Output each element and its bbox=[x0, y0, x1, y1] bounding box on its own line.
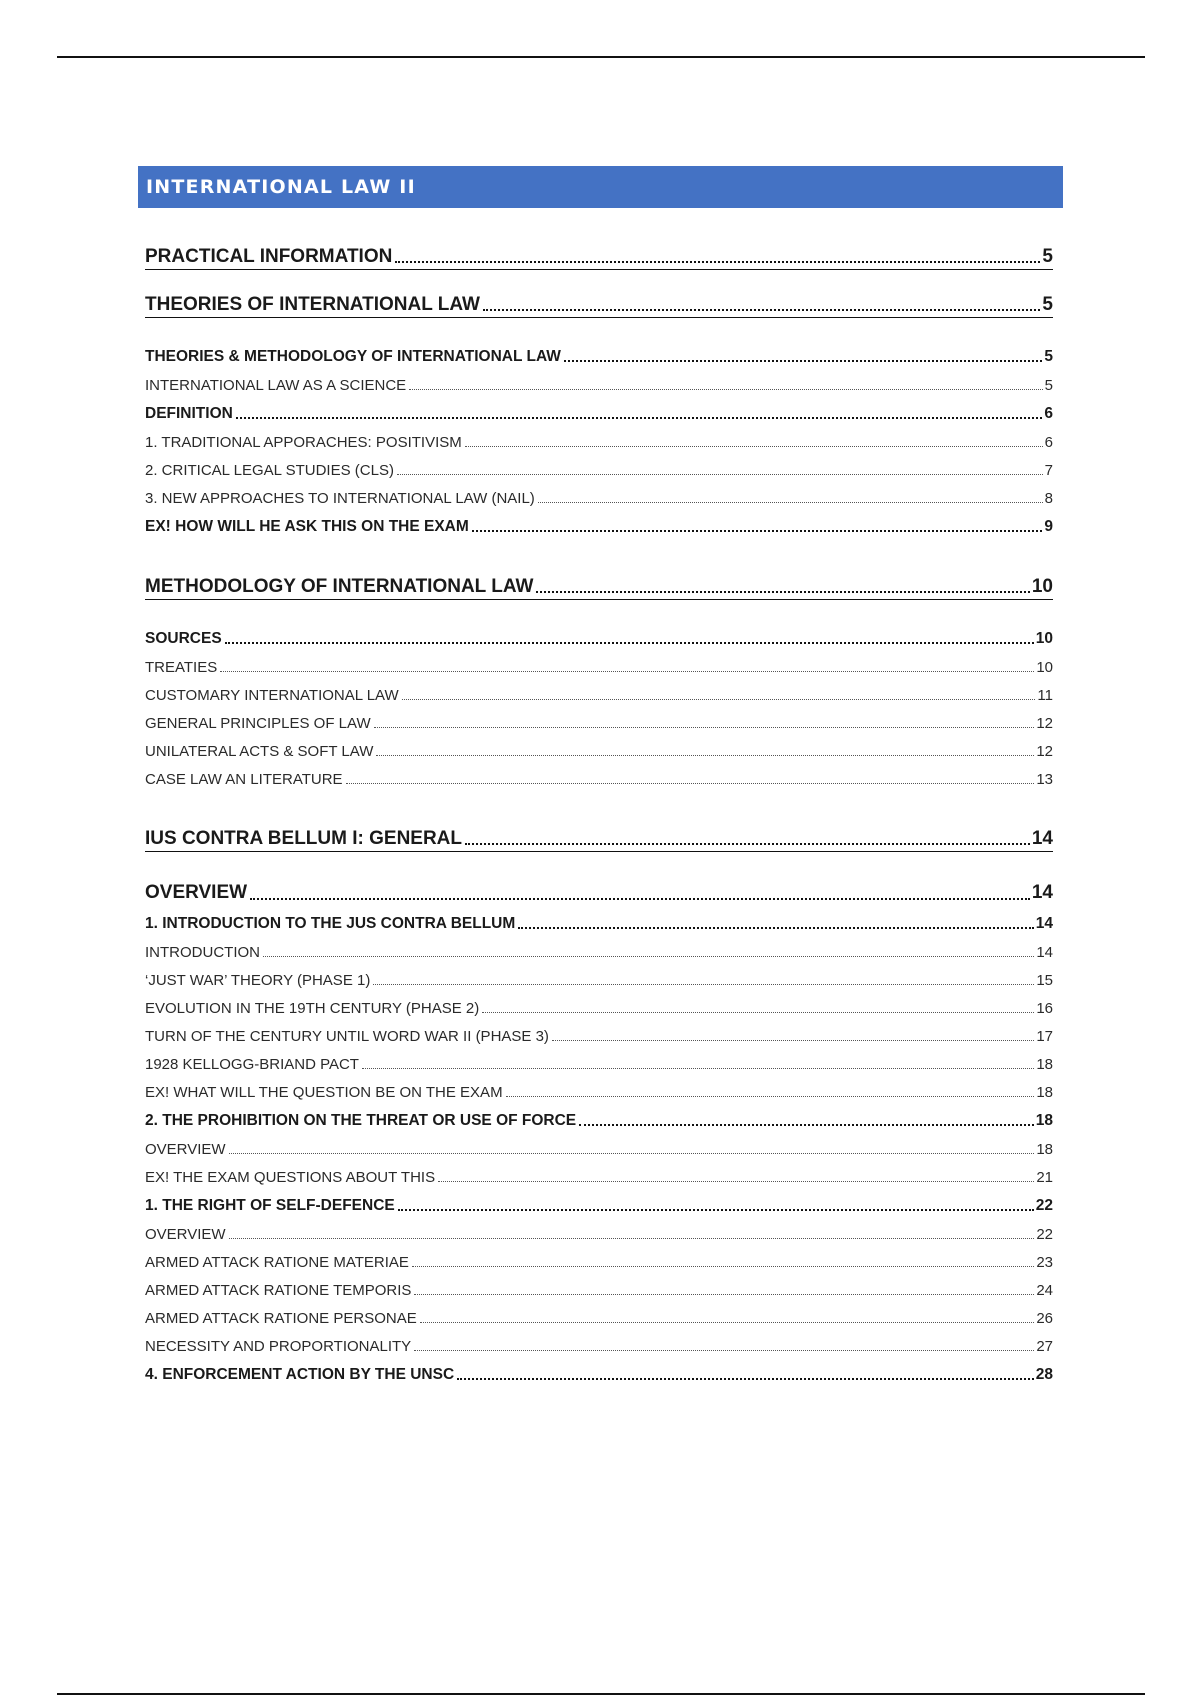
toc-entry-page: 14 bbox=[1035, 915, 1053, 932]
dot-leader bbox=[397, 472, 1043, 475]
toc-entry-page: 10 bbox=[1031, 576, 1053, 597]
toc-entry-label: UNILATERAL ACTS & SOFT LAW bbox=[145, 743, 374, 760]
dot-leader bbox=[457, 1376, 1034, 1380]
toc-entry-label: 4. ENFORCEMENT ACTION BY THE UNSC bbox=[145, 1366, 455, 1383]
toc-entry-page: 6 bbox=[1044, 434, 1053, 451]
toc-entry[interactable] bbox=[145, 1254, 1053, 1271]
toc-entry-page: 26 bbox=[1036, 1310, 1053, 1327]
toc-entry-label: SOURCES bbox=[145, 630, 222, 647]
toc-entry-label: 2. CRITICAL LEGAL STUDIES (CLS) bbox=[145, 462, 394, 479]
toc-entry-page: 12 bbox=[1036, 743, 1053, 760]
toc-entry[interactable] bbox=[145, 828, 1053, 852]
dot-leader bbox=[409, 387, 1042, 390]
dot-leader bbox=[438, 1179, 1034, 1182]
toc-entry-page: 5 bbox=[1042, 246, 1053, 267]
toc-entry-label: METHODOLOGY OF INTERNATIONAL LAW bbox=[145, 576, 534, 597]
toc-entry-label: NECESSITY AND PROPORTIONALITY bbox=[145, 1338, 412, 1355]
toc-entry[interactable] bbox=[145, 1226, 1053, 1243]
dot-leader bbox=[414, 1348, 1034, 1351]
dot-leader bbox=[362, 1066, 1034, 1069]
toc-entry-page: 14 bbox=[1036, 944, 1053, 961]
toc-entry-label: INTERNATIONAL LAW AS A SCIENCE bbox=[145, 377, 407, 394]
toc-entry-page: 23 bbox=[1036, 1254, 1053, 1271]
toc-entry-page: 6 bbox=[1044, 405, 1053, 422]
dot-leader bbox=[236, 415, 1043, 419]
toc-entry-page: 5 bbox=[1042, 294, 1053, 315]
toc-entry[interactable] bbox=[145, 434, 1053, 451]
dot-leader bbox=[538, 500, 1043, 503]
toc-entry-label: 1. INTRODUCTION TO THE JUS CONTRA BELLUM bbox=[145, 915, 516, 932]
toc-entry-label: 1928 KELLOGG-BRIAND PACT bbox=[145, 1056, 359, 1073]
dot-leader bbox=[398, 1207, 1034, 1211]
dot-leader bbox=[536, 589, 1029, 593]
toc-entry[interactable] bbox=[145, 1084, 1053, 1101]
toc-entry-page: 10 bbox=[1035, 630, 1053, 647]
dot-leader bbox=[472, 528, 1043, 532]
dot-leader bbox=[465, 841, 1030, 845]
dot-leader bbox=[483, 307, 1040, 311]
dot-leader bbox=[250, 896, 1030, 900]
header-rule bbox=[57, 56, 1145, 58]
toc-entry-page: 21 bbox=[1036, 1169, 1053, 1186]
toc-entry[interactable] bbox=[145, 518, 1053, 536]
dot-leader bbox=[263, 954, 1034, 957]
toc-entry-label: EX! THE EXAM QUESTIONS ABOUT THIS bbox=[145, 1169, 436, 1186]
toc-entry-label: 3. NEW APPROACHES TO INTERNATIONAL LAW (NAIL) bbox=[145, 490, 535, 507]
toc-entry-label: EX! WHAT WILL THE QUESTION BE ON THE EXAM bbox=[145, 1084, 503, 1101]
toc-entry-page: 22 bbox=[1035, 1197, 1053, 1214]
dot-leader bbox=[420, 1320, 1035, 1323]
toc-entry-page: 5 bbox=[1044, 377, 1053, 394]
toc-entry[interactable] bbox=[145, 715, 1053, 732]
toc-entry[interactable] bbox=[145, 743, 1053, 760]
toc-entry-page: 9 bbox=[1044, 518, 1053, 535]
toc-entry[interactable] bbox=[145, 1169, 1053, 1186]
toc-entry-label: PRACTICAL INFORMATION bbox=[145, 246, 393, 267]
toc-entry[interactable] bbox=[145, 1056, 1053, 1073]
dot-leader bbox=[225, 640, 1034, 644]
toc-entry[interactable] bbox=[145, 576, 1053, 600]
toc-entry-page: 17 bbox=[1036, 1028, 1053, 1045]
toc-entry-label: ARMED ATTACK RATIONE TEMPORIS bbox=[145, 1282, 412, 1299]
toc-entry-label: ARMED ATTACK RATIONE MATERIAE bbox=[145, 1254, 409, 1271]
toc-entry[interactable] bbox=[145, 882, 1053, 904]
dot-leader bbox=[552, 1038, 1034, 1041]
toc-entry-page: 22 bbox=[1036, 1226, 1053, 1243]
toc-entry[interactable] bbox=[145, 1366, 1053, 1384]
toc-entry-page: 13 bbox=[1036, 771, 1053, 788]
table-of-contents bbox=[145, 230, 1053, 1395]
dot-leader bbox=[465, 444, 1043, 447]
dot-leader bbox=[564, 358, 1042, 362]
toc-entry-label: 2. THE PROHIBITION ON THE THREAT OR USE OF FORCE bbox=[145, 1112, 577, 1129]
toc-entry-label: ‘JUST WAR’ THEORY (PHASE 1) bbox=[145, 972, 371, 989]
dot-leader bbox=[518, 925, 1033, 929]
toc-entry[interactable] bbox=[145, 348, 1053, 366]
toc-entry[interactable] bbox=[145, 246, 1053, 270]
dot-leader bbox=[579, 1122, 1034, 1126]
toc-entry[interactable] bbox=[145, 377, 1053, 394]
toc-entry-page: 18 bbox=[1035, 1112, 1053, 1129]
toc-entry-page: 18 bbox=[1036, 1141, 1053, 1158]
toc-entry[interactable] bbox=[145, 405, 1053, 423]
dot-leader bbox=[376, 753, 1034, 756]
toc-entry-label: THEORIES & METHODOLOGY OF INTERNATIONAL LAW bbox=[145, 348, 561, 365]
toc-entry-label: 1. TRADITIONAL APPORACHES: POSITIVISM bbox=[145, 434, 462, 451]
toc-entry-page: 11 bbox=[1037, 687, 1053, 704]
toc-entry-page: 18 bbox=[1036, 1056, 1053, 1073]
toc-entry[interactable] bbox=[145, 1141, 1053, 1158]
toc-entry-label: GENERAL PRINCIPLES OF LAW bbox=[145, 715, 371, 732]
toc-entry-label: ARMED ATTACK RATIONE PERSONAE bbox=[145, 1310, 417, 1327]
dot-leader bbox=[346, 781, 1035, 784]
toc-entry-page: 24 bbox=[1036, 1282, 1053, 1299]
toc-entry-page: 18 bbox=[1036, 1084, 1053, 1101]
dot-leader bbox=[506, 1094, 1035, 1097]
toc-entry-label: THEORIES OF INTERNATIONAL LAW bbox=[145, 294, 480, 315]
toc-entry-page: 27 bbox=[1036, 1338, 1053, 1355]
toc-entry-label: OVERVIEW bbox=[145, 1141, 226, 1158]
toc-entry[interactable] bbox=[145, 1338, 1053, 1355]
toc-entry-page: 7 bbox=[1044, 462, 1053, 479]
toc-entry-label: CASE LAW AN LITERATURE bbox=[145, 771, 343, 788]
dot-leader bbox=[220, 669, 1034, 672]
document-title: INTERNATIONAL LAW II bbox=[138, 166, 1063, 208]
toc-entry[interactable] bbox=[145, 771, 1053, 788]
footer-rule bbox=[57, 1693, 1145, 1695]
dot-leader bbox=[373, 982, 1034, 985]
toc-entry-page: 15 bbox=[1036, 972, 1053, 989]
toc-entry[interactable] bbox=[145, 687, 1053, 704]
toc-entry-label: OVERVIEW bbox=[145, 882, 248, 903]
toc-entry[interactable] bbox=[145, 1282, 1053, 1299]
toc-entry-page: 16 bbox=[1036, 1000, 1053, 1017]
toc-entry-page: 12 bbox=[1036, 715, 1053, 732]
toc-entry-page: 14 bbox=[1031, 882, 1053, 903]
toc-entry[interactable] bbox=[145, 972, 1053, 989]
toc-entry[interactable] bbox=[145, 1000, 1053, 1017]
toc-entry[interactable] bbox=[145, 1197, 1053, 1215]
dot-leader bbox=[412, 1264, 1034, 1267]
dot-leader bbox=[229, 1236, 1035, 1239]
toc-entry-label: TURN OF THE CENTURY UNTIL WORD WAR II (PHASE 3) bbox=[145, 1028, 549, 1045]
dot-leader bbox=[482, 1010, 1034, 1013]
toc-entry[interactable] bbox=[145, 944, 1053, 961]
toc-entry-label: INTRODUCTION bbox=[145, 944, 260, 961]
dot-leader bbox=[229, 1151, 1035, 1154]
toc-entry-page: 28 bbox=[1035, 1366, 1053, 1383]
toc-entry-label: TREATIES bbox=[145, 659, 218, 676]
toc-entry[interactable] bbox=[145, 1112, 1053, 1130]
toc-entry-label: EX! HOW WILL HE ASK THIS ON THE EXAM bbox=[145, 518, 469, 535]
toc-entry-label: IUS CONTRA BELLUM I: GENERAL bbox=[145, 828, 463, 849]
toc-entry-page: 14 bbox=[1031, 828, 1053, 849]
dot-leader bbox=[402, 697, 1036, 700]
toc-entry-label: OVERVIEW bbox=[145, 1226, 226, 1243]
toc-entry[interactable] bbox=[145, 462, 1053, 479]
toc-entry[interactable] bbox=[145, 659, 1053, 676]
dot-leader bbox=[374, 725, 1035, 728]
toc-entry[interactable] bbox=[145, 294, 1053, 318]
toc-entry-label: 1. THE RIGHT OF SELF-DEFENCE bbox=[145, 1197, 395, 1214]
dot-leader bbox=[414, 1292, 1034, 1295]
dot-leader bbox=[395, 259, 1040, 263]
toc-entry[interactable] bbox=[145, 630, 1053, 648]
toc-entry-page: 5 bbox=[1044, 348, 1053, 365]
toc-entry-page: 8 bbox=[1044, 490, 1053, 507]
toc-entry[interactable] bbox=[145, 915, 1053, 933]
toc-entry-label: CUSTOMARY INTERNATIONAL LAW bbox=[145, 687, 399, 704]
toc-entry[interactable] bbox=[145, 490, 1053, 507]
toc-entry[interactable] bbox=[145, 1028, 1053, 1045]
toc-entry-page: 10 bbox=[1036, 659, 1053, 676]
toc-entry[interactable] bbox=[145, 1310, 1053, 1327]
toc-entry-label: EVOLUTION IN THE 19TH CENTURY (PHASE 2) bbox=[145, 1000, 480, 1017]
toc-entry-label: DEFINITION bbox=[145, 405, 233, 422]
